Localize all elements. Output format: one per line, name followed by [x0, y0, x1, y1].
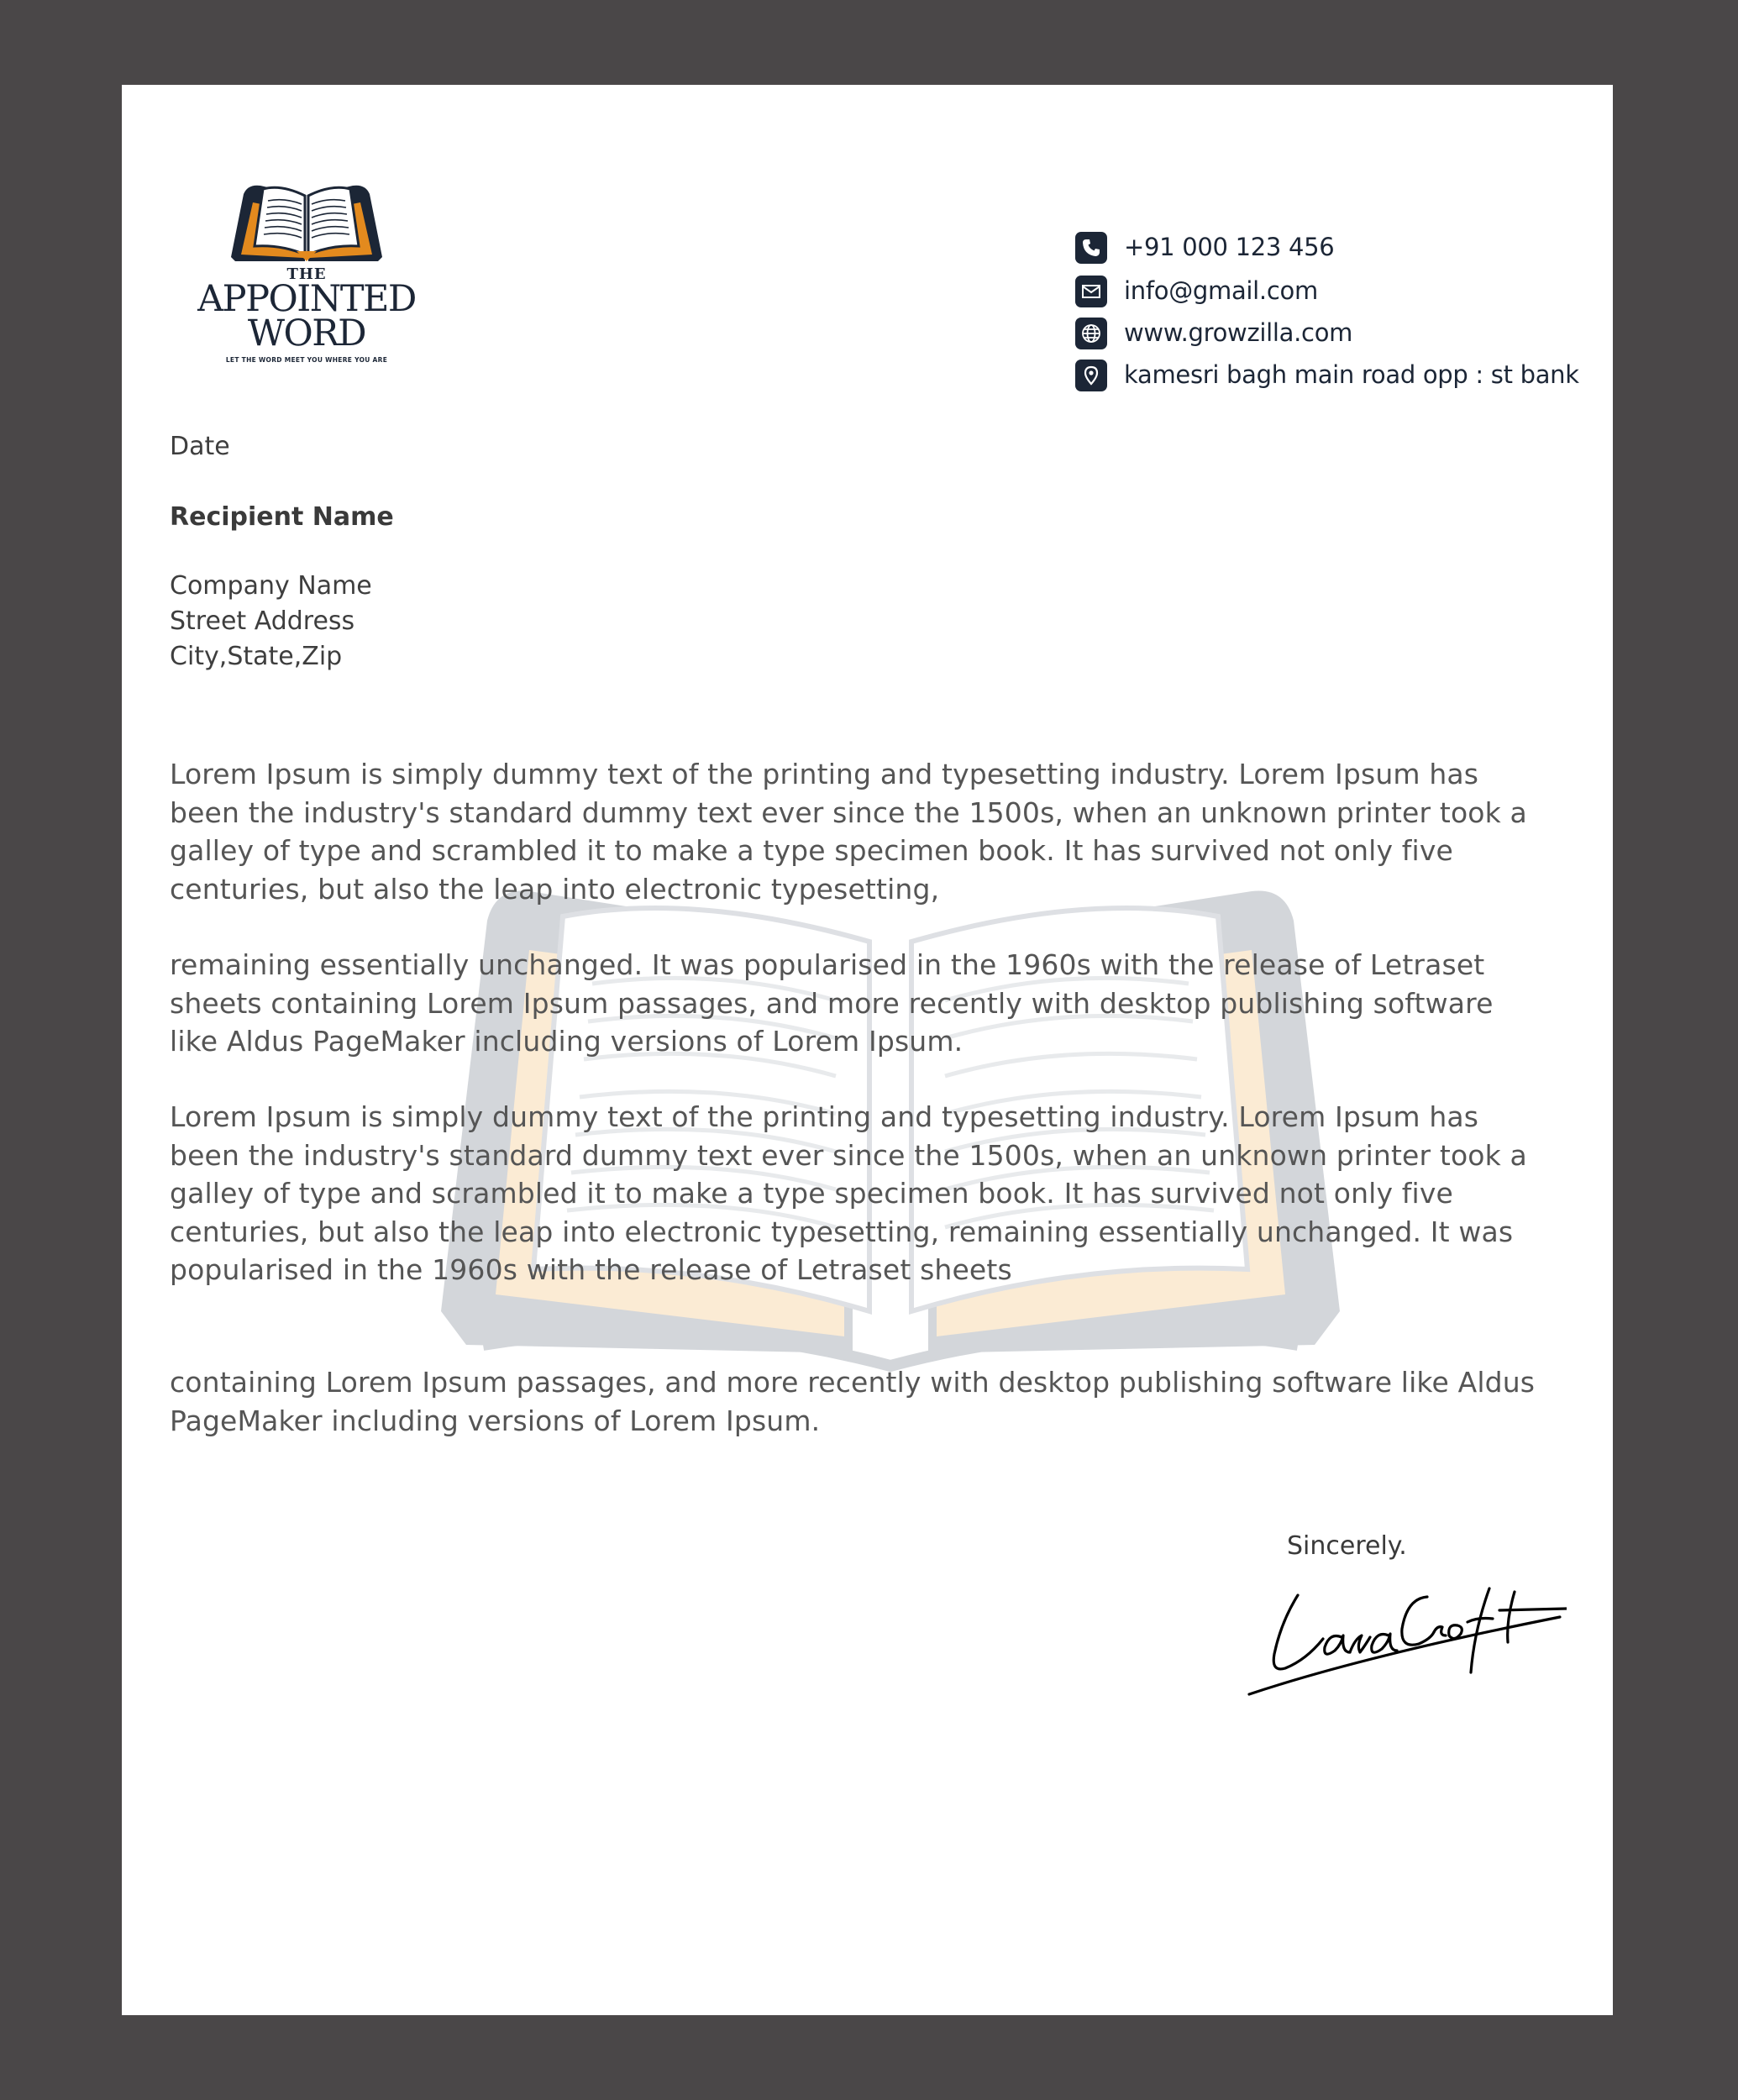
signature [1247, 1555, 1567, 1698]
closing-text: Sincerely. [1287, 1531, 1407, 1561]
address-text: kamesri bagh main road opp : st bank [1124, 360, 1579, 389]
website-text[interactable]: www.growzilla.com [1124, 318, 1353, 347]
logo-text-word: WORD [247, 312, 366, 354]
recipient-name: Recipient Name [170, 502, 394, 532]
logo-tagline: LET THE WORD MEET YOU WHERE YOU ARE [225, 356, 388, 364]
location-pin-icon [1075, 360, 1107, 391]
recipient-address: Company Name Street Address City,State,Zip [170, 571, 372, 671]
phone-icon [1075, 232, 1107, 264]
email-text[interactable]: info@gmail.com [1124, 276, 1318, 305]
body-paragraph-3: Lorem Ipsum is simply dummy text of the printing and typesetting industry. Lorem Ipsum has been the industry's standard dummy text ever since the 1500s, when an unknown printer took a galley of type and scrambled it to make a type specimen book. It has survived not only five centuries, but also the leap into electronic typesetting, remaining essentially unchanged. It was popularised in the 1960s with the release of Letraset sheets [170, 1100, 1527, 1286]
globe-icon [1075, 318, 1107, 349]
body-paragraph-1: Lorem Ipsum is simply dummy text of the printing and typesetting industry. Lorem Ipsum has been the industry's standard dummy text ever since the 1500s, when an unknown printer took a galley of type and scrambled it to make a type specimen book. It has survived not only five centuries, but also the leap into electronic typesetting, [170, 758, 1527, 906]
body-paragraph-2: remaining essentially unchanged. It was popularised in the 1960s with the release of Letraset sheets containing Lorem Ipsum passages, and more recently with desktop publishing software like Aldus PageMaker including versions of Lorem Ipsum. [170, 948, 1494, 1058]
letterhead-page [122, 85, 1613, 2015]
logo-text-the: THE [286, 265, 327, 283]
body-paragraph-4: containing Lorem Ipsum passages, and more recently with desktop publishing software like Aldus PageMaker including versions of Lorem Ipsum. [170, 1366, 1536, 1437]
phone-text[interactable]: +91 000 123 456 [1124, 233, 1335, 261]
date-label: Date [170, 432, 230, 461]
open-book-logo [197, 177, 416, 265]
email-icon [1075, 276, 1107, 307]
brand-logo [197, 177, 416, 362]
logo-text-appointed: APPOINTED [197, 278, 416, 320]
